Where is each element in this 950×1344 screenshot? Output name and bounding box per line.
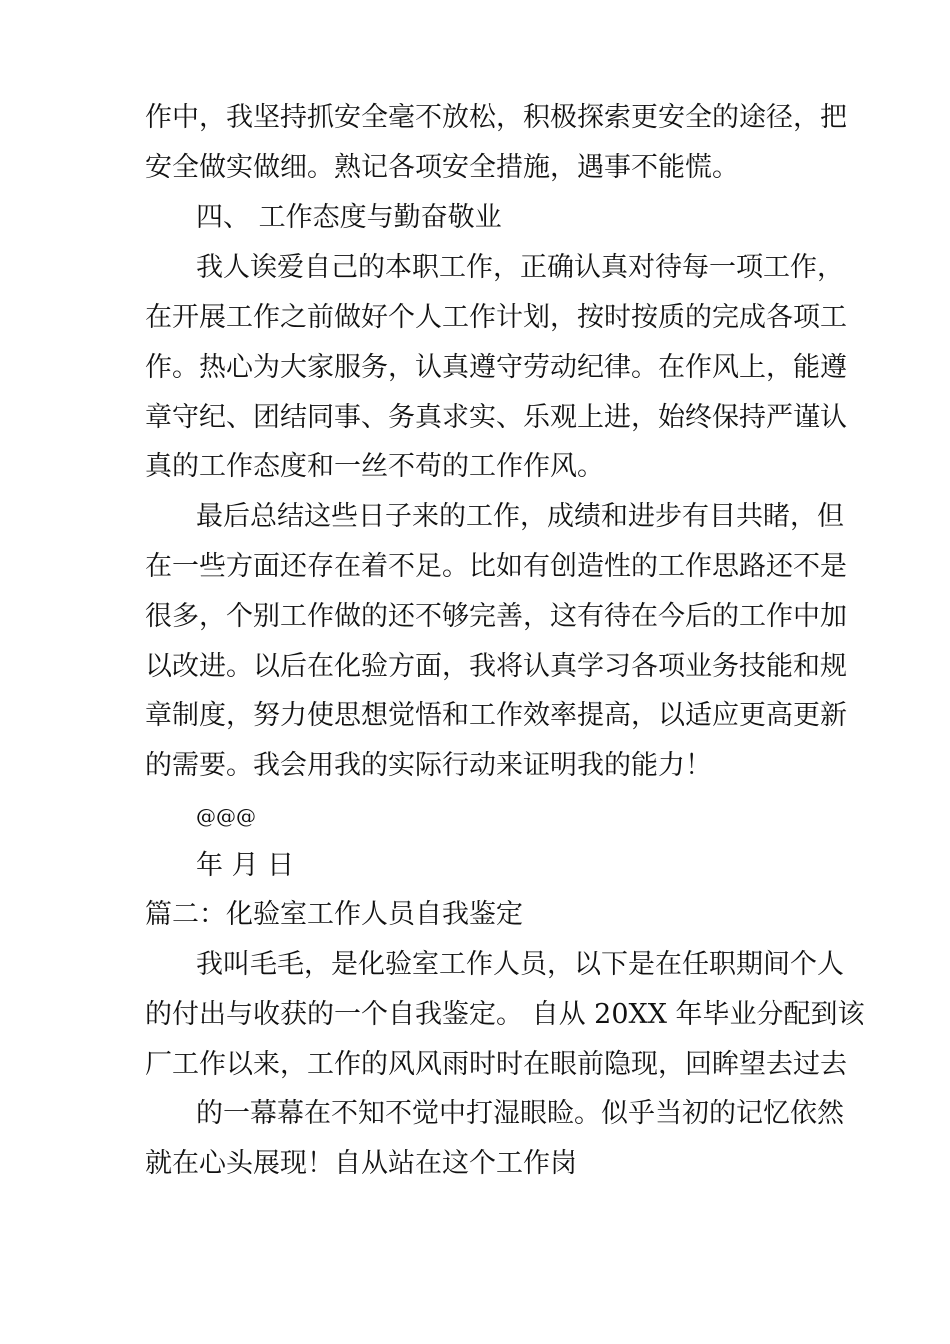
text-line: 的付出与收获的一个自我鉴定。 自从 20XX 年毕业分配到该	[145, 999, 865, 1030]
text-line: 作中，我坚持抓安全毫不放松，积极探索更安全的途径，把	[145, 102, 847, 133]
text-line: 章制度，努力使思想觉悟和工作效率提高，以适应更高更新	[145, 700, 847, 731]
text-line: 的一幕幕在不知不觉中打湿眼睑。似乎当初的记忆依然	[196, 1098, 844, 1129]
text-line: 厂工作以来，工作的风风雨时时在眼前隐现，回眸望去过去	[145, 1049, 847, 1080]
text-line: 我叫毛毛，是化验室工作人员，以下是在任职期间个人	[196, 949, 844, 980]
text-line: 章守纪、团结同事、务真求实、乐观上进，始终保持严谨认	[145, 402, 847, 433]
text-line: 以改进。以后在化验方面，我将认真学习各项业务技能和规	[145, 651, 847, 682]
article-heading: 篇二：化验室工作人员自我鉴定	[145, 899, 523, 930]
placeholder-mark: @@@	[196, 804, 256, 828]
text-line: 很多，个别工作做的还不够完善，这有待在今后的工作中加	[145, 601, 847, 632]
text-line: 真的工作态度和一丝不苟的工作作风。	[145, 451, 604, 482]
text-line: 安全做实做细。熟记各项安全措施，遇事不能慌。	[145, 152, 739, 183]
text-line: 作。热心为大家服务，认真遵守劳动纪律。在作风上，能遵	[145, 352, 847, 383]
text-line: 最后总结这些日子来的工作，成绩和进步有目共睹，但	[196, 501, 844, 532]
section-heading: 四、 工作态度与勤奋敬业	[196, 202, 502, 233]
text-line: 就在心头展现！自从站在这个工作岗	[145, 1148, 577, 1179]
date-line: 年 月 日	[196, 850, 295, 881]
text-line: 在开展工作之前做好个人工作计划，按时按质的完成各项工	[145, 302, 847, 333]
text-line: 我人诶爱自己的本职工作，正确认真对待每一项工作，	[196, 252, 844, 283]
text-line: 的需要。我会用我的实际行动来证明我的能力！	[145, 750, 712, 781]
text-line: 在一些方面还存在着不足。比如有创造性的工作思路还不是	[145, 551, 847, 582]
